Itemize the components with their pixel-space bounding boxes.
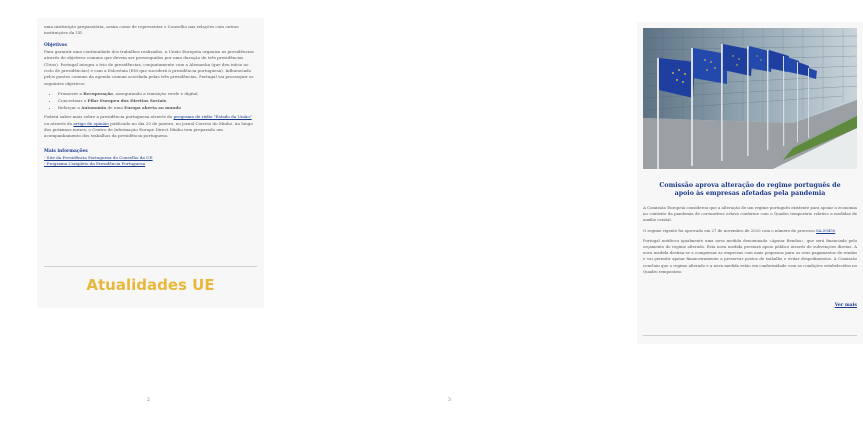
more-text: Poderá saber mais sobre a presidência portuguesa através do: [44, 114, 174, 120]
article-body: [643, 205, 857, 279]
regime-text: O regime vigente foi aprovado em 27 de novembro de 2020 com o número de processo: [643, 227, 817, 233]
radio-program-link[interactable]: programa de rádio "Estado da União": [173, 114, 252, 120]
objectives-heading: Objetivos: [44, 42, 67, 48]
page-number: 2: [147, 398, 150, 403]
more-text: ou através do: [44, 120, 74, 126]
opinion-article-link[interactable]: artigo de opinião: [73, 120, 109, 126]
list-item: [58, 90, 257, 97]
divider: [44, 266, 257, 267]
article-paragraph: Portugal notificou igualmente uma nova medida denominada «Apoiar Rendas», que será financiada pelo orçamento do regime alterado. Esta nova medida prestará apoio público através de subvenções diretas. A nova medida destina-se a compensar as empresas com mais pequenas para os seus pagamentos de rendas e vai permitir apoiar financeiramente a preservar postos de trabalho e evitar despedimentos. A Comissão concluiu que o regime alterado e a nova medida estão em conformidade com as condições estabelecidas no Quadro temporário.: [643, 237, 857, 274]
link-text[interactable]: - Site da Presidência Portuguesa do Conselho da UE: [44, 154, 153, 160]
link-text[interactable]: - Programa Completo da Presidência Portuguesa: [44, 161, 146, 167]
bullet-text: Promover a: [58, 91, 84, 97]
bullet-bold: Europa aberta ao mundo: [124, 105, 181, 111]
intro-text: uma instituição preparatória, assim como de representar o Conselho nas relações com outras instituições da UE.: [44, 24, 239, 36]
divider: [643, 335, 857, 336]
bullet-text: Reforçar a: [58, 105, 82, 111]
list-item: [58, 104, 257, 111]
bullet-text: , assegurando a transição verde e digital.: [112, 91, 199, 97]
news-article-panel: [637, 22, 863, 344]
article-title: Comissão aprova alteração do regime português de apoio às empresas afetadas pela pandemia: [659, 182, 841, 197]
read-more-link[interactable]: Ver mais: [834, 303, 857, 308]
bullet-bold: Recuperação: [83, 91, 113, 97]
regime-paragraph: [643, 228, 857, 234]
case-number-link[interactable]: SA.59450: [816, 227, 836, 233]
more-info-heading: Mais informações: [44, 148, 88, 154]
eu-flags-building-icon: [643, 28, 857, 169]
brand-title: Atualidades UE: [86, 276, 215, 294]
presidency-article-panel: [37, 18, 264, 308]
eu-flags-building-photo: [643, 28, 857, 169]
page-2: [0, 0, 300, 424]
more-text: publicado no dia 20 de janeiro, no jornal Correio do Minho. Ao longo dos próximos meses, o Centro de Informação Europe Direct Minho tem preparado um acompanhamento dos trabalhos da presidência portuguesa.: [44, 120, 253, 139]
article-paragraph: A Comissão Europeia considerou que a alteração de um regime português existente para apoiar a economia no contexto da pandemia de coronavírus estava conforme com o Quadro temporário relativo a medidas de auxílio estatal.: [643, 205, 857, 223]
bullet-bold: Autonomia: [81, 105, 107, 111]
presidency-article-body: [44, 24, 257, 168]
page-number: 3: [448, 398, 451, 403]
bullet-text: .: [166, 98, 168, 104]
bullet-text: de uma: [106, 105, 125, 111]
bullet-text: Concretizar o: [58, 98, 88, 104]
page-3: [300, 0, 857, 424]
objectives-list: [44, 90, 257, 111]
list-item: [58, 97, 257, 104]
objectives-text: Para garantir uma continuidade dos trabalhos realizados, a União Europeia organiza as presidências através de objetivos comuns que devem ser prosseguidos por uma duração de três presidências (Trios). Portugal integra o trio de presidências, conjuntamente com a Alemanha (que deu início ao ciclo de presidências) e com a Eslovénia (EM que sucederá à presidência portuguesa). Influenciado pelos pontos comuns da agenda comum acordada pelas três presidências, Portugal vai prosseguir os seguintes objetivos:: [44, 48, 254, 86]
bullet-bold: Pilar Europeu dos Direitos Sociais: [87, 98, 167, 104]
more-info-paragraph: [44, 114, 257, 140]
presidency-program-link[interactable]: [44, 161, 257, 167]
